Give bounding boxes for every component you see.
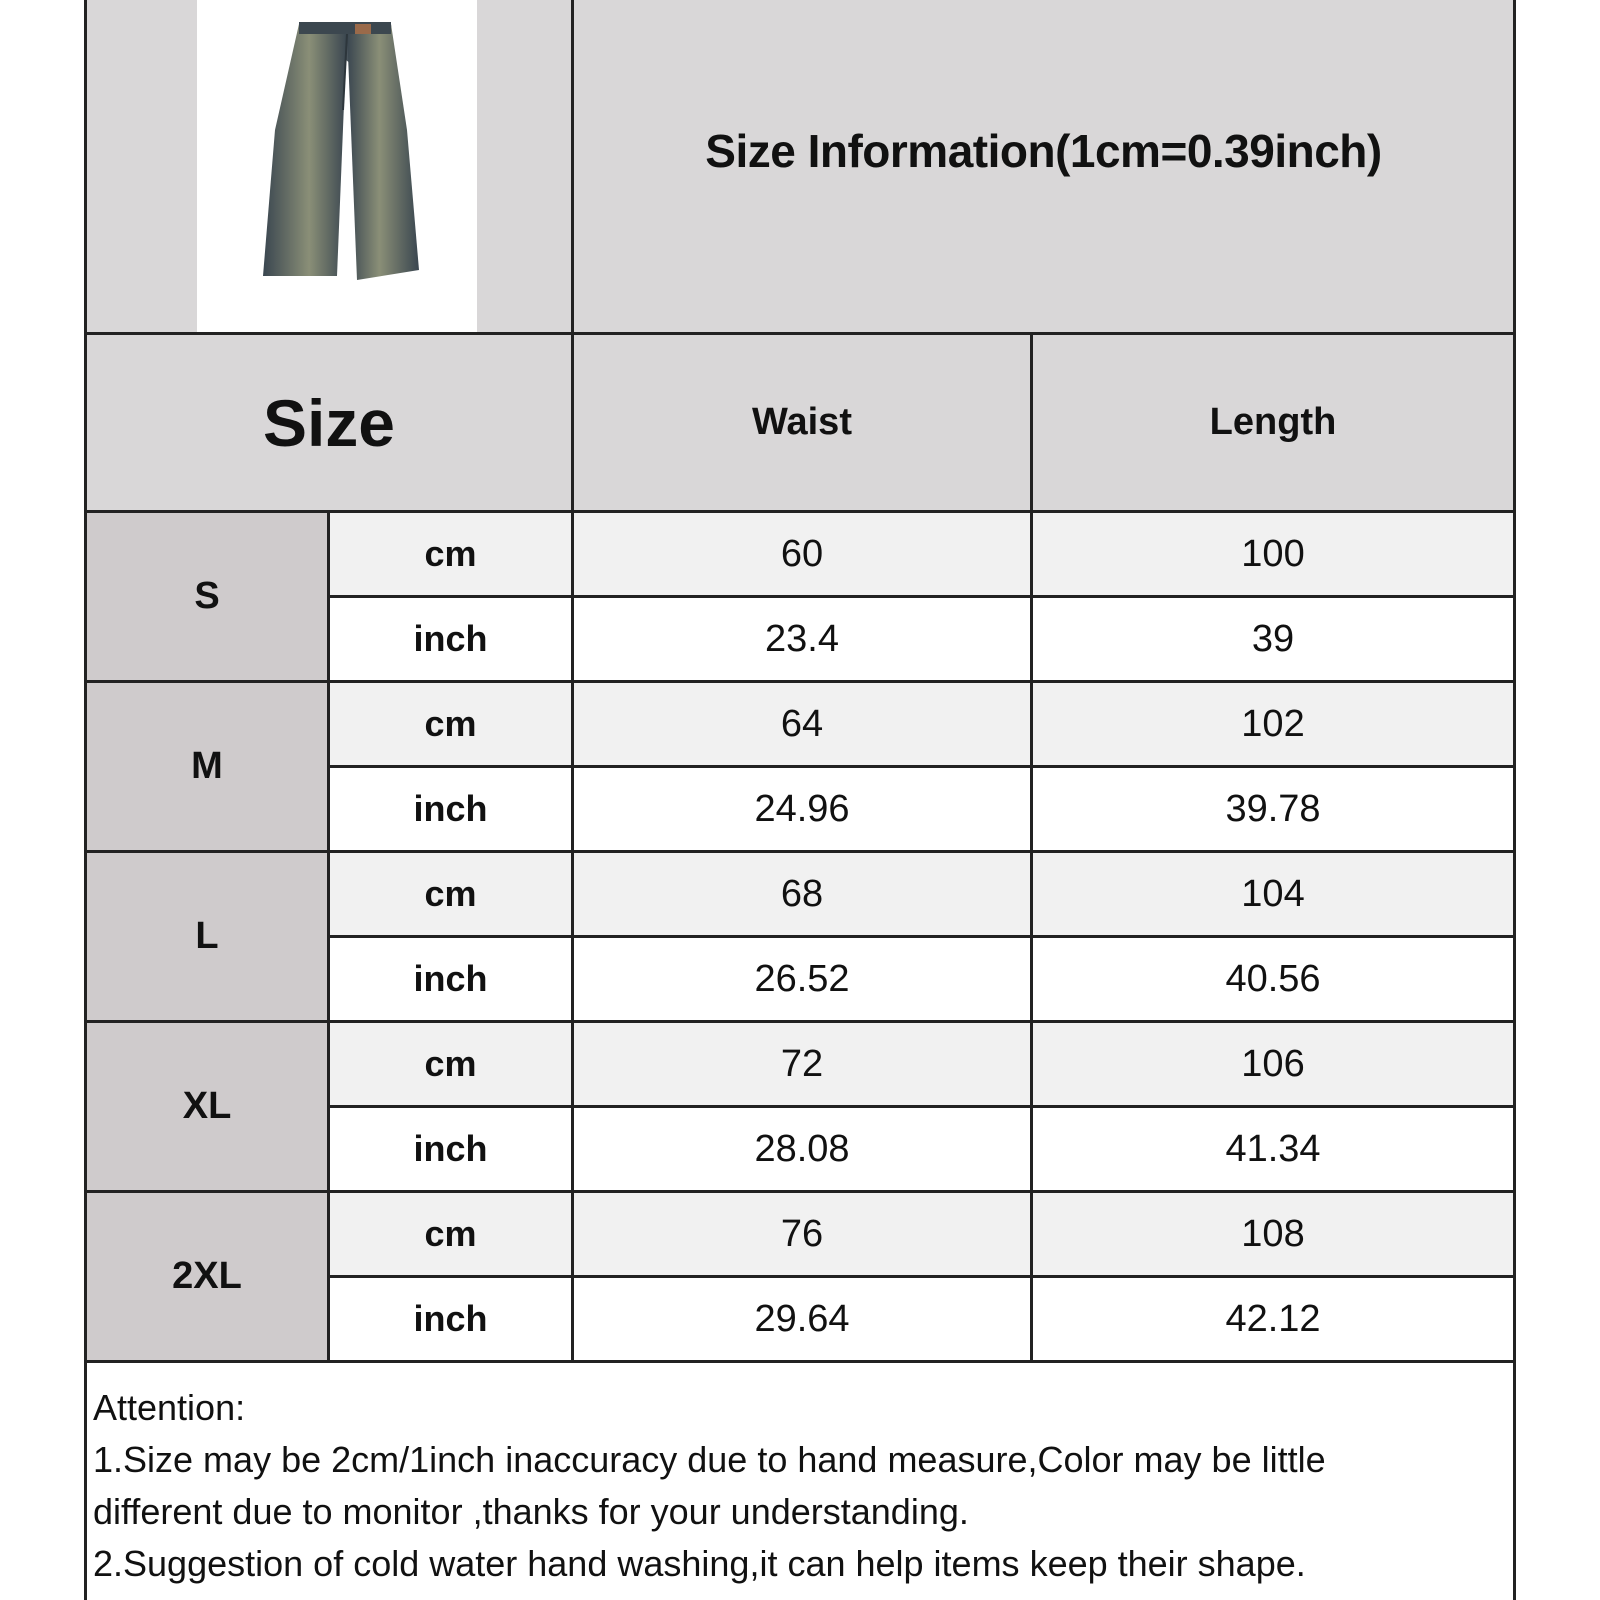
- length-header-cell: [1033, 335, 1513, 510]
- length-value: 106: [1241, 1042, 1305, 1085]
- waist-header-cell: [574, 335, 1030, 510]
- length-value-cell: [1033, 768, 1513, 850]
- unit-label: inch: [413, 958, 488, 999]
- size-label: S: [194, 575, 220, 617]
- size-label-cell: [87, 1023, 327, 1190]
- unit-label-cell: [330, 513, 571, 595]
- size-label: XL: [182, 1085, 232, 1127]
- length-value-cell: [1033, 938, 1513, 1020]
- waist-value-cell: [574, 1278, 1030, 1360]
- unit-label-cell: [330, 1278, 571, 1360]
- waist-header: Waist: [752, 401, 852, 443]
- length-value: 39: [1251, 617, 1295, 660]
- length-value-cell: [1033, 853, 1513, 935]
- length-value-cell: [1033, 513, 1513, 595]
- size-label-cell: [87, 853, 327, 1020]
- unit-label-cell: [330, 768, 571, 850]
- waist-value: 24.96: [754, 787, 850, 830]
- length-value-cell: [1033, 1023, 1513, 1105]
- attention-heading: Attention:: [93, 1387, 246, 1428]
- unit-label-cell: [330, 853, 571, 935]
- unit-label-cell: [330, 1108, 571, 1190]
- length-value: 42.12: [1225, 1297, 1321, 1340]
- waist-value-cell: [574, 683, 1030, 765]
- waist-value-cell: [574, 598, 1030, 680]
- length-value-cell: [1033, 1278, 1513, 1360]
- waist-value-cell: [574, 768, 1030, 850]
- unit-label: cm: [424, 873, 477, 914]
- length-value: 100: [1241, 532, 1305, 575]
- waist-value-cell: [574, 1193, 1030, 1275]
- attention-line-3: 2.Suggestion of cold water hand washing,it can help items keep their shape.: [93, 1543, 1306, 1584]
- attention-line-2: different due to monitor ,thanks for your understanding.: [93, 1491, 969, 1532]
- size-chart: [84, 0, 1516, 1600]
- unit-label-cell: [330, 598, 571, 680]
- unit-label: inch: [413, 788, 488, 829]
- waist-value: 72: [780, 1042, 824, 1085]
- unit-label: cm: [424, 1043, 477, 1084]
- title-cell: [574, 0, 1513, 332]
- waist-value: 26.52: [754, 957, 850, 1000]
- length-value: 102: [1241, 702, 1305, 745]
- unit-label: inch: [413, 1298, 488, 1339]
- product-photo: [197, 0, 477, 332]
- waist-value: 60: [780, 532, 824, 575]
- unit-label: cm: [424, 1213, 477, 1254]
- size-label-cell: [87, 1193, 327, 1360]
- jeans-icon: [197, 0, 477, 332]
- waist-value-cell: [574, 1023, 1030, 1105]
- attention-line-1: 1.Size may be 2cm/1inch inaccuracy due to hand measure,Color may be little: [93, 1439, 1326, 1480]
- length-value: 41.34: [1225, 1127, 1321, 1170]
- waist-value: 28.08: [754, 1127, 850, 1170]
- waist-value: 64: [780, 702, 824, 745]
- length-value: 40.56: [1225, 957, 1321, 1000]
- waist-value-cell: [574, 938, 1030, 1020]
- size-label-cell: [87, 683, 327, 850]
- length-value: 104: [1241, 872, 1305, 915]
- unit-label: cm: [424, 533, 477, 574]
- size-label-cell: [87, 513, 327, 680]
- waist-value-cell: [574, 1108, 1030, 1190]
- unit-label-cell: [330, 1023, 571, 1105]
- unit-label: inch: [413, 1128, 488, 1169]
- length-value-cell: [1033, 598, 1513, 680]
- size-label: M: [191, 745, 223, 787]
- unit-label: inch: [413, 618, 488, 659]
- size-label: 2XL: [172, 1255, 242, 1297]
- unit-label-cell: [330, 938, 571, 1020]
- waist-value-cell: [574, 853, 1030, 935]
- waist-value: 68: [780, 872, 824, 915]
- waist-value: 76: [780, 1212, 824, 1255]
- page-title: Size Information(1cm=0.39inch): [705, 125, 1382, 177]
- length-header: Length: [1209, 401, 1337, 443]
- size-header-cell: [87, 335, 571, 510]
- waist-value: 29.64: [754, 1297, 850, 1340]
- size-header: Size: [262, 385, 396, 460]
- attention-notes: [93, 1382, 1503, 1590]
- length-value: 39.78: [1225, 787, 1321, 830]
- waist-value-cell: [574, 513, 1030, 595]
- length-value-cell: [1033, 1108, 1513, 1190]
- unit-label-cell: [330, 683, 571, 765]
- length-value: 108: [1241, 1212, 1305, 1255]
- length-value-cell: [1033, 683, 1513, 765]
- unit-label-cell: [330, 1193, 571, 1275]
- length-value-cell: [1033, 1193, 1513, 1275]
- unit-label: cm: [424, 703, 477, 744]
- size-label: L: [195, 915, 219, 957]
- waist-value: 23.4: [765, 617, 839, 660]
